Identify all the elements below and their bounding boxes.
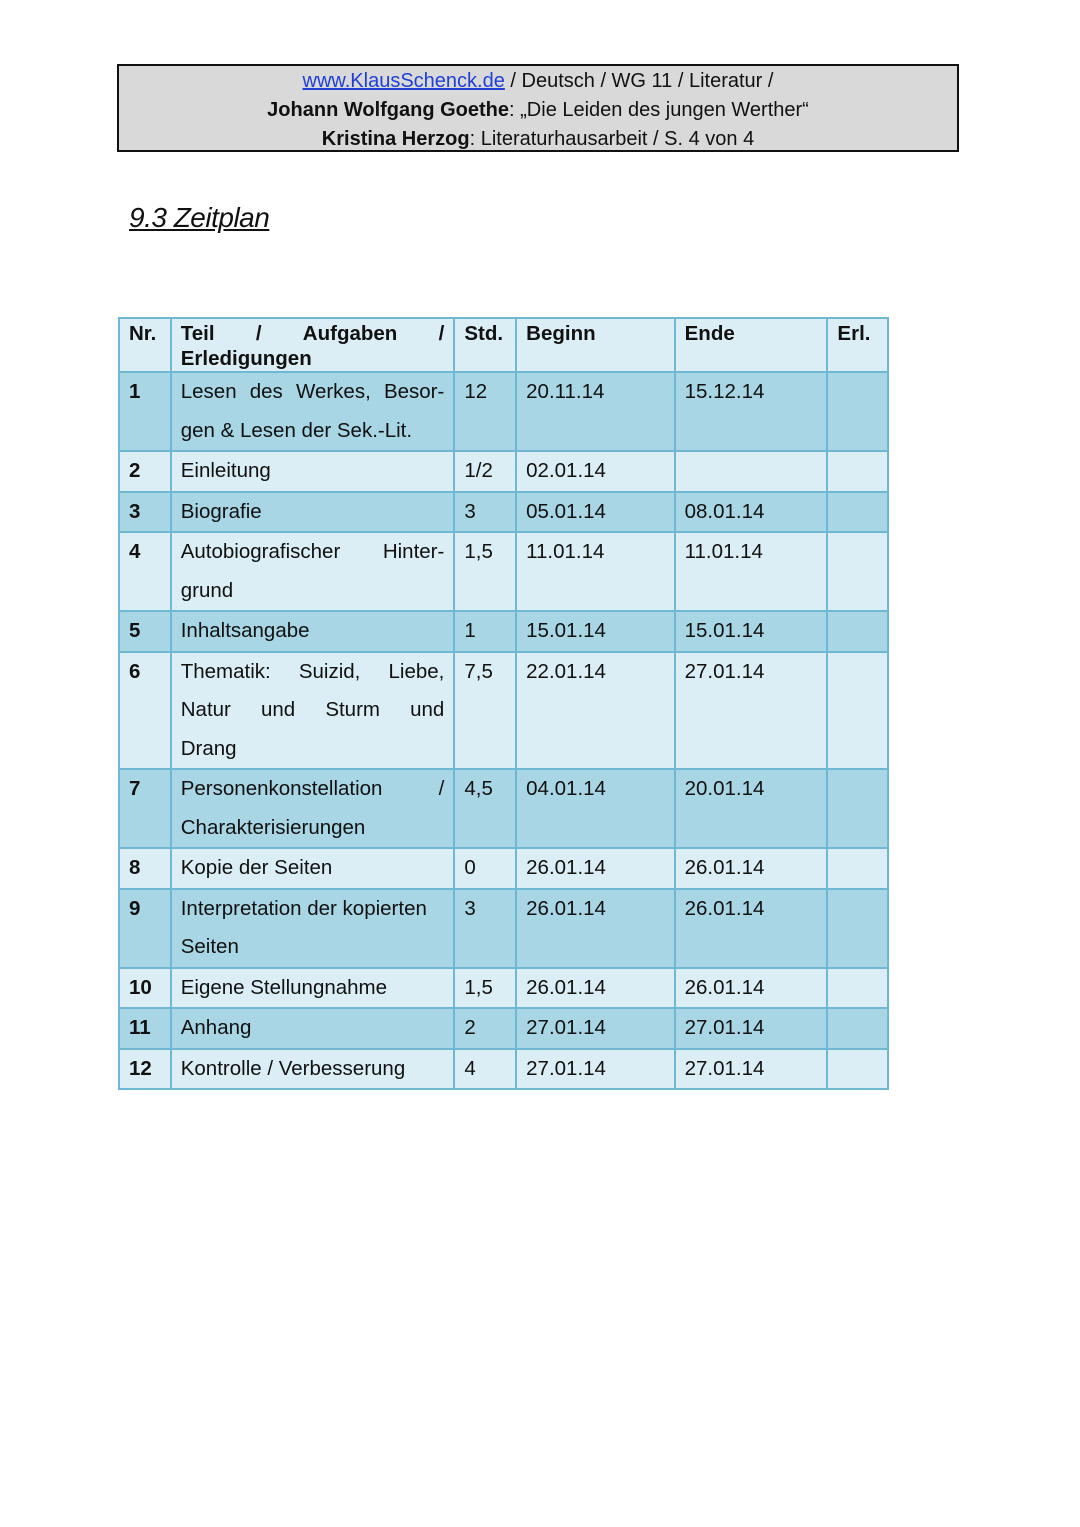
- section-title: 9.3 Zeitplan: [129, 202, 270, 233]
- cell-end: 27.01.14: [675, 1008, 828, 1049]
- table-row: [119, 451, 888, 492]
- task-word: Lesen: [180, 380, 237, 403]
- cell-begin: 15.01.14: [516, 611, 674, 652]
- task-line: Interpretation der kopierten: [180, 896, 427, 920]
- cell-end: 15.01.14: [675, 611, 828, 652]
- cell-std: 7,5: [454, 652, 516, 770]
- table-row: [119, 1049, 888, 1090]
- cell-nr: 8: [119, 848, 171, 889]
- cell-task: [171, 968, 455, 1009]
- task-line: Einleitung: [180, 459, 271, 482]
- header-done: Erl.: [827, 318, 888, 372]
- table-row: [119, 372, 888, 451]
- cell-task: [171, 372, 455, 451]
- task-line: [181, 653, 445, 692]
- cell-end: 15.12.14: [675, 372, 828, 451]
- task-word: Hinter-: [382, 540, 445, 563]
- cell-done: [827, 968, 888, 1009]
- header-page-info: : Literaturhausarbeit / S. 4 von 4: [469, 128, 755, 150]
- cell-std: 1,5: [454, 968, 516, 1009]
- cell-nr: 4: [119, 532, 171, 611]
- cell-task: [171, 532, 455, 611]
- cell-nr: 10: [119, 968, 171, 1009]
- cell-std: 1: [454, 611, 516, 652]
- cell-end: 20.01.14: [675, 769, 828, 848]
- cell-task: [171, 1008, 455, 1049]
- cell-nr: 9: [119, 889, 171, 968]
- task-word: Natur: [180, 698, 231, 721]
- cell-task: [171, 769, 455, 848]
- task-line: Inhaltsangabe: [180, 619, 310, 642]
- header-line-2: [119, 96, 957, 125]
- document-header: [117, 64, 959, 152]
- cell-begin: 27.01.14: [516, 1049, 674, 1090]
- cell-begin: 22.01.14: [516, 652, 674, 770]
- cell-end: 26.01.14: [675, 889, 828, 968]
- task-word: Thematik:: [180, 659, 271, 683]
- task-line: Kopie der Seiten: [180, 856, 333, 879]
- cell-task: [171, 611, 455, 652]
- header-begin: Beginn: [516, 318, 674, 372]
- task-line: gen & Lesen der Sek.-Lit.: [180, 418, 413, 442]
- table-row: [119, 1008, 888, 1049]
- schedule-table: [118, 317, 889, 1090]
- header-task-word: Aufgaben: [302, 322, 398, 345]
- cell-begin: 02.01.14: [516, 451, 674, 492]
- cell-done: [827, 492, 888, 533]
- table-row: [119, 968, 888, 1009]
- cell-nr: 11: [119, 1008, 171, 1049]
- header-work: : „Die Leiden des jungen Werther“: [509, 99, 809, 121]
- header-author: Johann Wolfgang Goethe: [267, 99, 510, 121]
- header-task-line-1: [181, 321, 445, 346]
- table-row: [119, 769, 888, 848]
- cell-std: 1,5: [454, 532, 516, 611]
- cell-end: 27.01.14: [675, 652, 828, 770]
- cell-nr: 3: [119, 492, 171, 533]
- cell-std: 2: [454, 1008, 516, 1049]
- task-word: und: [260, 698, 296, 721]
- cell-nr: 2: [119, 451, 171, 492]
- header-task-line-2: Erledigungen: [180, 347, 312, 370]
- cell-task: [171, 848, 455, 889]
- cell-end: 08.01.14: [675, 492, 828, 533]
- header-line-3: [119, 125, 957, 154]
- cell-std: 4,5: [454, 769, 516, 848]
- task-line: [181, 533, 445, 572]
- task-word: und: [410, 698, 445, 721]
- header-end: Ende: [675, 318, 828, 372]
- table-row: [119, 652, 888, 770]
- cell-done: [827, 848, 888, 889]
- cell-std: 4: [454, 1049, 516, 1090]
- cell-task: [171, 1049, 455, 1090]
- cell-std: 12: [454, 372, 516, 451]
- task-word: des: [249, 380, 283, 403]
- cell-std: 1/2: [454, 451, 516, 492]
- cell-begin: 26.01.14: [516, 968, 674, 1009]
- cell-nr: 6: [119, 652, 171, 770]
- table-row: [119, 889, 888, 968]
- cell-end: [675, 451, 828, 492]
- task-line: Anhang: [180, 1016, 252, 1039]
- cell-end: 11.01.14: [675, 532, 828, 611]
- cell-done: [827, 372, 888, 451]
- table-row: [119, 611, 888, 652]
- task-line: Biografie: [180, 499, 262, 523]
- cell-std: 3: [454, 889, 516, 968]
- task-line: Charakterisierungen: [180, 815, 366, 839]
- table-row: [119, 532, 888, 611]
- cell-std: 0: [454, 848, 516, 889]
- cell-done: [827, 652, 888, 770]
- task-word: /: [438, 777, 445, 800]
- task-word: Sturm: [325, 698, 380, 721]
- table-row: [119, 492, 888, 533]
- header-task-word: /: [255, 322, 262, 345]
- cell-task: [171, 451, 455, 492]
- task-line: Eigene Stellungnahme: [180, 975, 388, 999]
- task-line: [181, 770, 445, 809]
- cell-end: 26.01.14: [675, 968, 828, 1009]
- cell-nr: 5: [119, 611, 171, 652]
- cell-begin: 11.01.14: [516, 532, 674, 611]
- cell-done: [827, 889, 888, 968]
- cell-task: [171, 652, 455, 770]
- cell-task: [171, 492, 455, 533]
- header-student: Kristina Herzog: [321, 128, 470, 150]
- cell-done: [827, 532, 888, 611]
- header-task: [171, 318, 455, 372]
- cell-nr: 12: [119, 1049, 171, 1090]
- cell-begin: 04.01.14: [516, 769, 674, 848]
- task-line: Seiten: [180, 935, 239, 958]
- table-row: [119, 848, 888, 889]
- header-path: / Deutsch / WG 11 / Literatur /: [504, 70, 774, 92]
- cell-done: [827, 1049, 888, 1090]
- cell-done: [827, 1008, 888, 1049]
- header-std: Std.: [454, 318, 516, 372]
- cell-begin: 05.01.14: [516, 492, 674, 533]
- cell-begin: 26.01.14: [516, 848, 674, 889]
- task-line: Drang: [180, 736, 237, 760]
- task-line: Kontrolle / Verbesserung: [180, 1056, 406, 1080]
- task-word: Autobiografischer: [180, 540, 341, 563]
- cell-std: 3: [454, 492, 516, 533]
- website-link[interactable]: www.KlausSchenck.de: [302, 70, 505, 92]
- task-word: Personenkonstellation: [180, 777, 383, 800]
- task-word: Werkes,: [295, 380, 371, 403]
- cell-nr: 7: [119, 769, 171, 848]
- task-word: Liebe,: [388, 659, 445, 683]
- table-body: [119, 372, 888, 1089]
- task-line: grund: [180, 578, 234, 602]
- header-task-word: /: [438, 322, 445, 345]
- cell-done: [827, 451, 888, 492]
- table-header-row: [119, 318, 888, 372]
- cell-done: [827, 769, 888, 848]
- header-nr: Nr.: [119, 318, 171, 372]
- task-word: Besor-: [383, 380, 445, 403]
- cell-task: [171, 889, 455, 968]
- task-word: Suizid,: [298, 659, 361, 683]
- cell-end: 27.01.14: [675, 1049, 828, 1090]
- cell-begin: 27.01.14: [516, 1008, 674, 1049]
- cell-done: [827, 611, 888, 652]
- task-line: [181, 373, 445, 412]
- cell-begin: 26.01.14: [516, 889, 674, 968]
- cell-begin: 20.11.14: [516, 372, 674, 451]
- header-task-word: Teil: [180, 322, 215, 345]
- cell-end: 26.01.14: [675, 848, 828, 889]
- task-line: [181, 691, 445, 730]
- header-line-1: [119, 67, 957, 96]
- cell-nr: 1: [119, 372, 171, 451]
